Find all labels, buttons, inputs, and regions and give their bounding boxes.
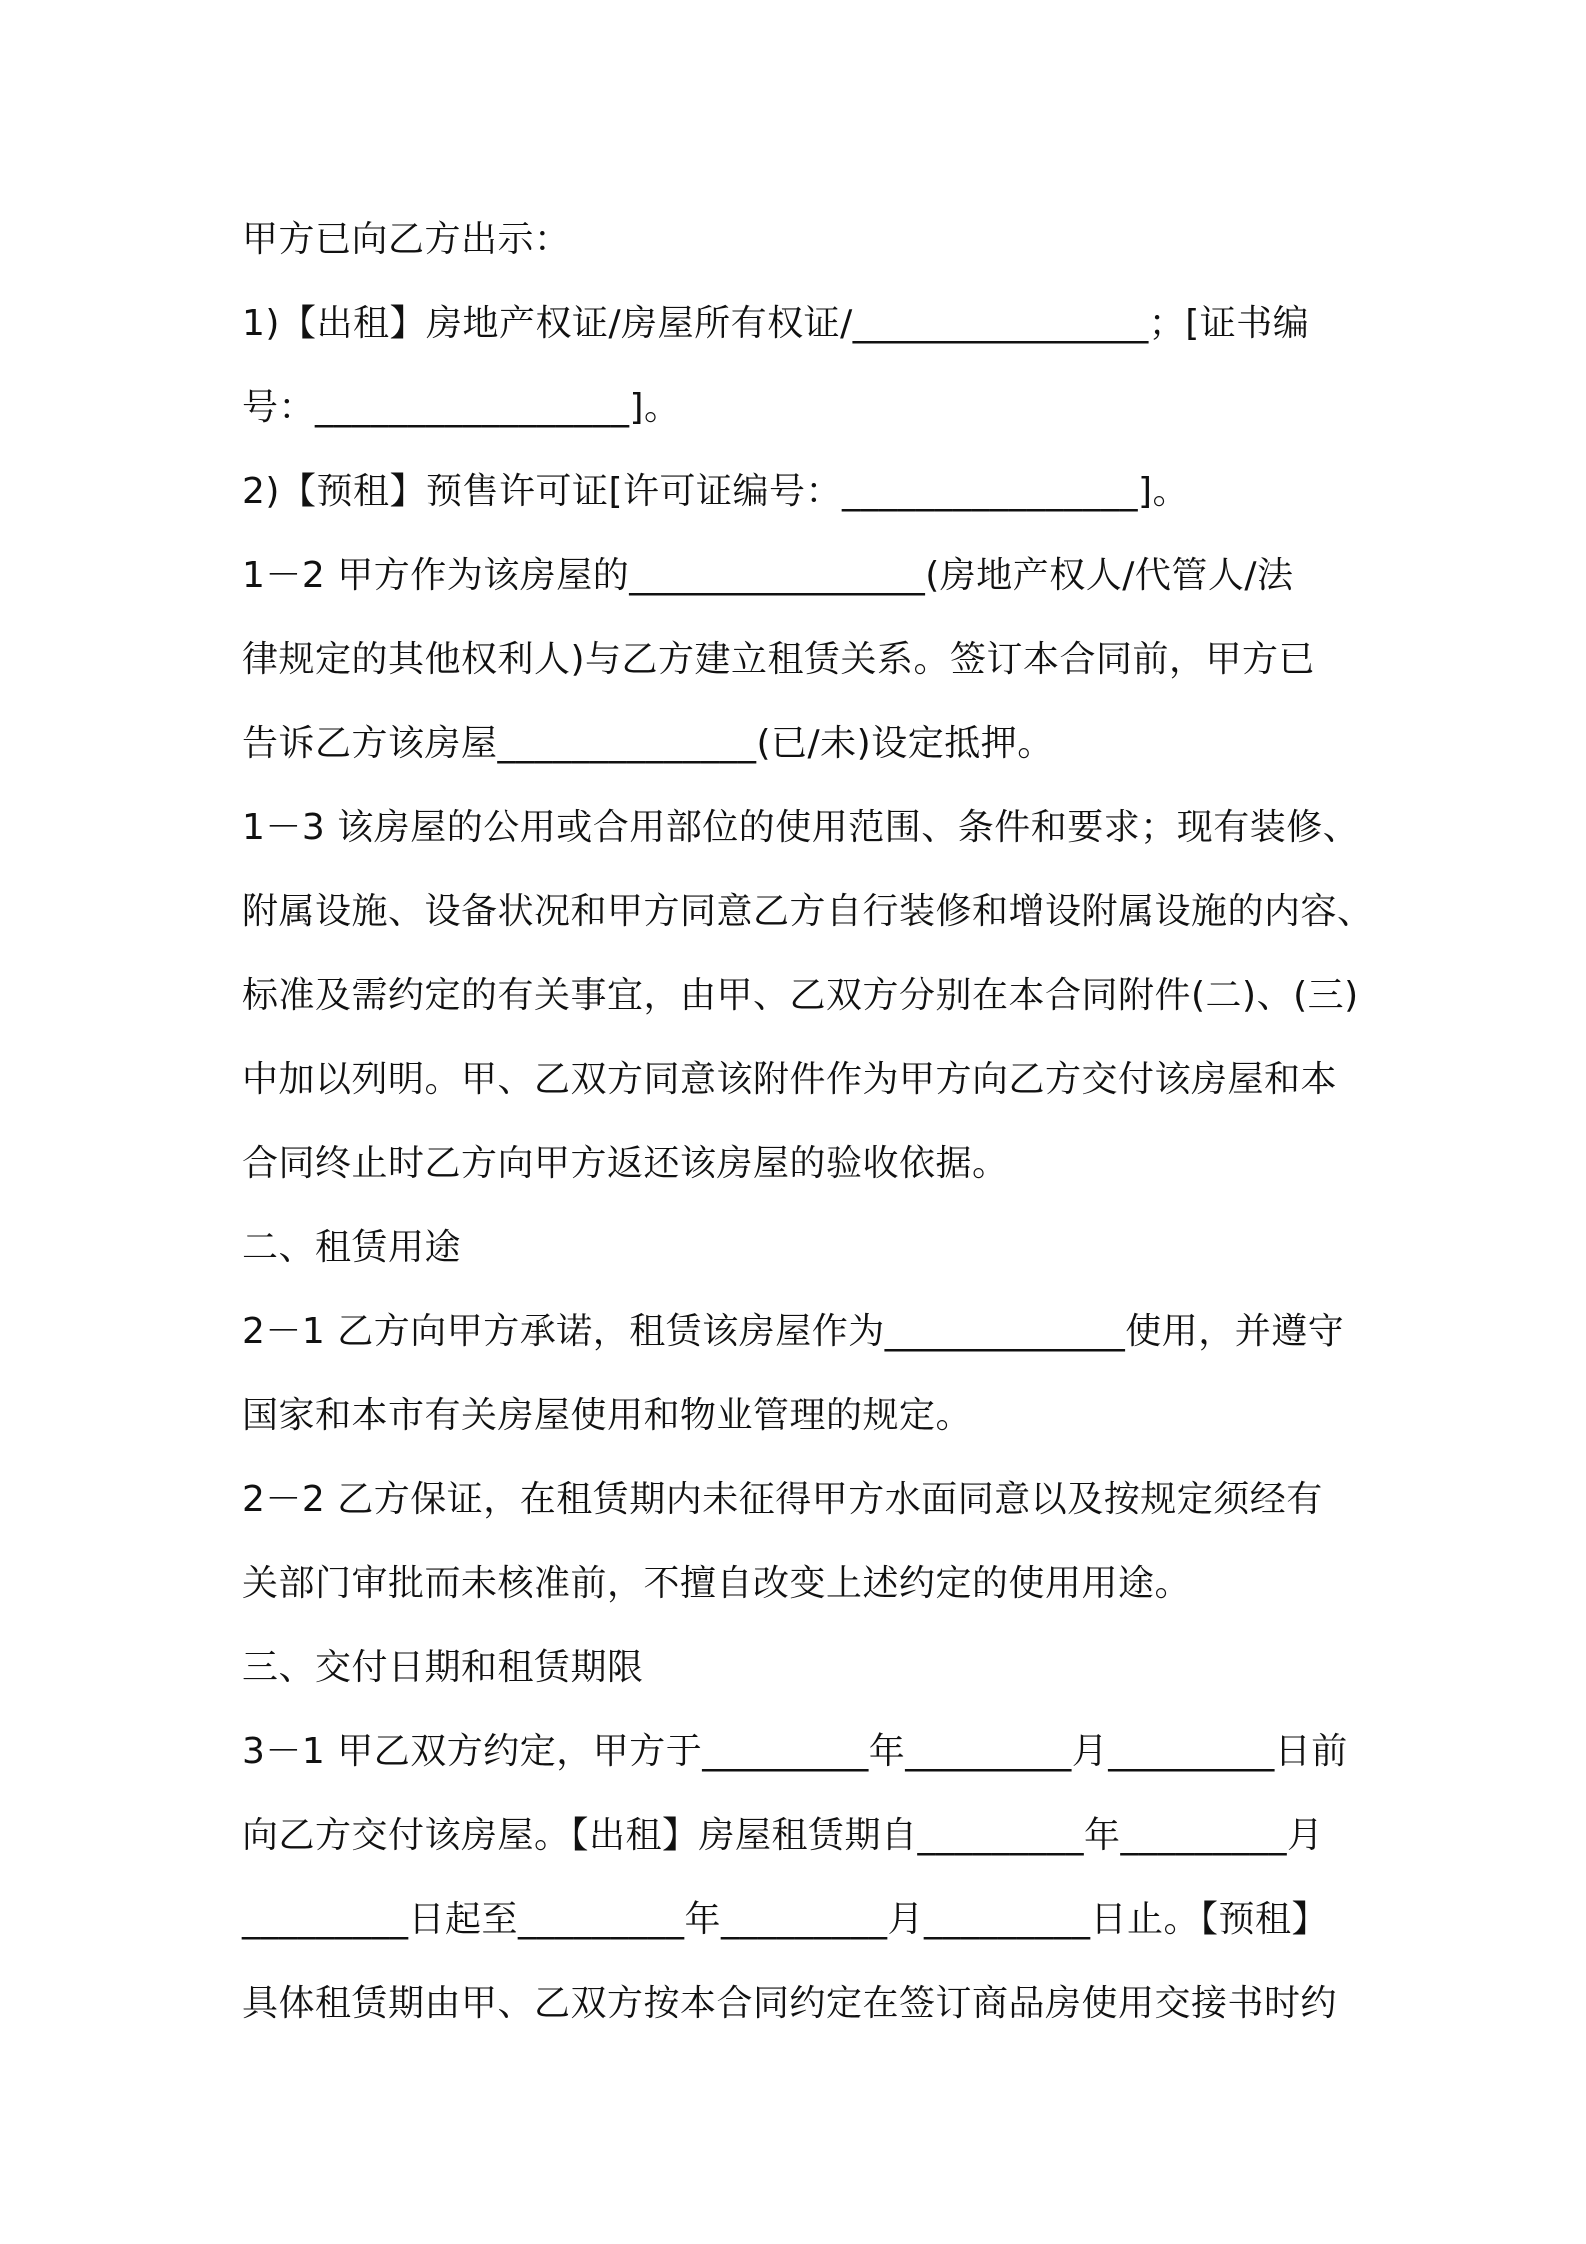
text-line: _________日起至_________年_________月_________日止。【预租】 — [242, 1899, 1329, 1940]
text-line: 向乙方交付该房屋。【出租】房屋租赁期自_________年_________月 — [242, 1815, 1324, 1856]
text-line: 标准及需约定的有关事宜，由甲、乙双方分别在本合同附件(二)、(三) — [242, 975, 1359, 1016]
text-line: 2)【预租】预售许可证[许可证编号：________________]。 — [242, 471, 1190, 512]
text-line: 中加以列明。甲、乙双方同意该附件作为甲方向乙方交付该房屋和本 — [242, 1059, 1338, 1100]
text-line: 2－2 乙方保证，在租赁期内未征得甲方水面同意以及按规定须经有 — [242, 1479, 1323, 1520]
text-line: 1－3 该房屋的公用或合用部位的使用范围、条件和要求；现有装修、 — [242, 807, 1360, 848]
text-line: 附属设施、设备状况和甲方同意乙方自行装修和增设附属设施的内容、 — [242, 891, 1374, 932]
text-line: 2－1 乙方向甲方承诺，租赁该房屋作为_____________使用，并遵守 — [242, 1311, 1345, 1352]
section-heading: 二、租赁用途 — [242, 1227, 462, 1268]
text-line: 告诉乙方该房屋______________(已/未)设定抵押。 — [242, 723, 1054, 764]
text-line: 国家和本市有关房屋使用和物业管理的规定。 — [242, 1395, 973, 1436]
text-line: 关部门审批而未核准前，不擅自改变上述约定的使用用途。 — [242, 1563, 1192, 1604]
text-line: 号：_________________]。 — [242, 387, 681, 428]
text-line: 合同终止时乙方向甲方返还该房屋的验收依据。 — [242, 1143, 1009, 1184]
text-line: 律规定的其他权利人)与乙方建立租赁关系。签订本合同前，甲方已 — [242, 639, 1316, 680]
document-body — [242, 198, 1374, 2046]
text-line: 3－1 甲乙双方约定，甲方于_________年_________月_________日前 — [242, 1731, 1348, 1772]
text-line: 1)【出租】房地产权证/房屋所有权证/________________；[证书编 — [242, 303, 1310, 344]
section-heading: 三、交付日期和租赁期限 — [242, 1647, 644, 1688]
text-line: 甲方已向乙方出示： — [242, 219, 571, 260]
text-line: 具体租赁期由甲、乙双方按本合同约定在签订商品房使用交接书时约 — [242, 1983, 1338, 2024]
text-line: 1－2 甲方作为该房屋的________________(房地产权人/代管人/法 — [242, 555, 1294, 596]
